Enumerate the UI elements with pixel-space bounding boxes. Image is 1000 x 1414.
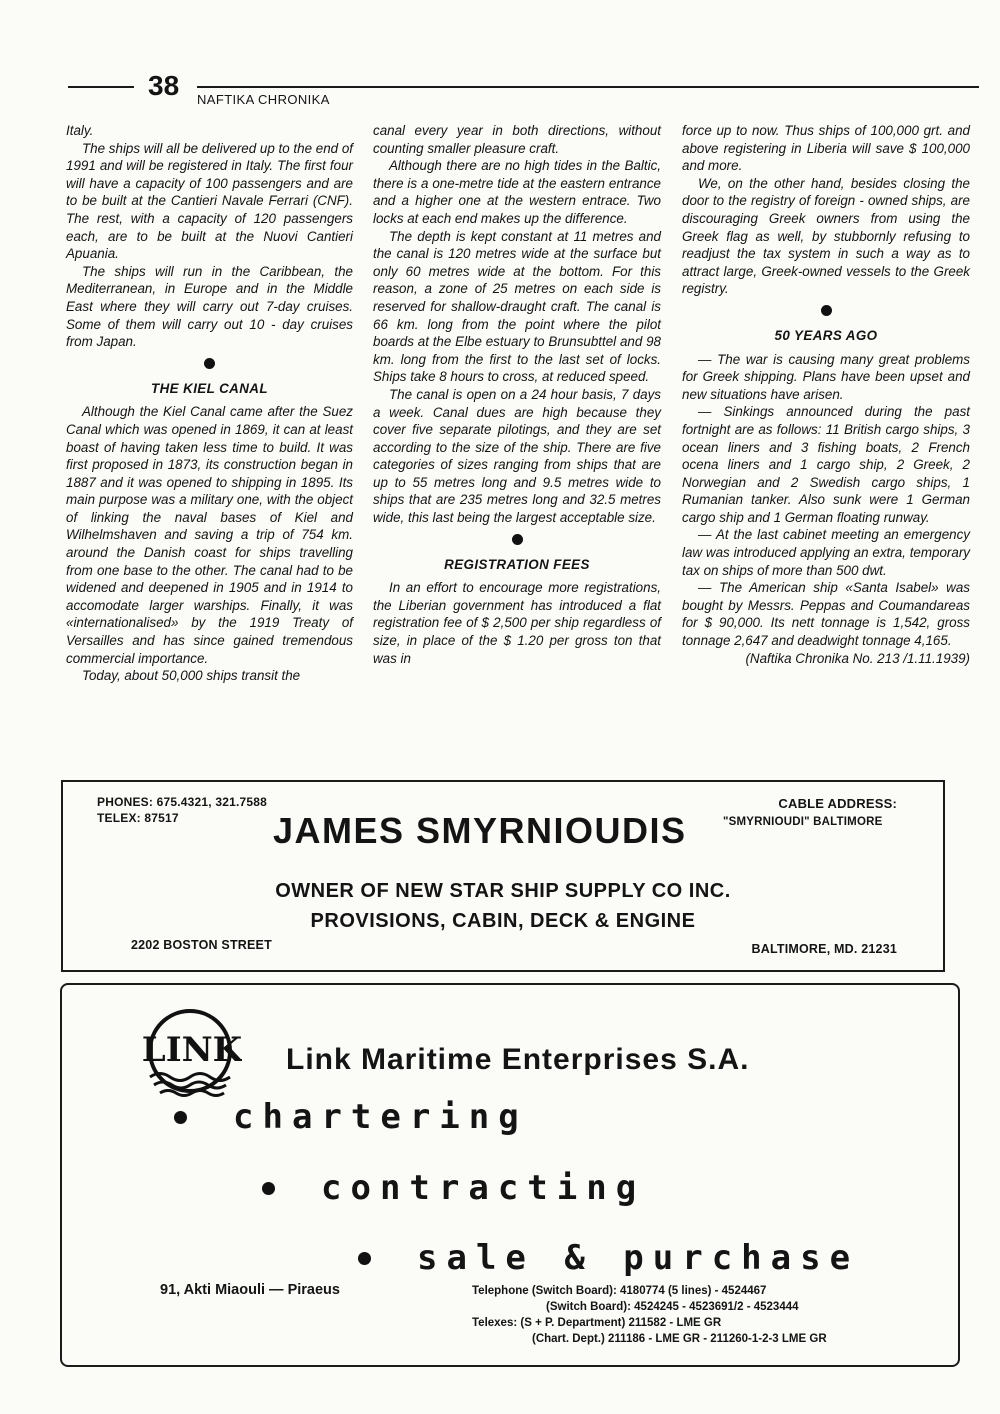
header-rule-left [68,86,134,88]
paragraph: Italy. [66,123,94,138]
city-address: BALTIMORE, MD. 21231 [751,942,897,956]
paragraph: Although there are no high tides in the Baltic, there is a one-metre tide at the eastern entrance and a higher one at the western entrace. Two locks at each end makes up the difference. [373,158,661,226]
service-contracting [262,1168,645,1208]
paragraph: force up to now. Thus ships of 100,000 grt. and above registering in Liberia will save $ 100,000 and more. [682,123,970,174]
service-label: chartering [233,1097,528,1137]
service-label: contracting [321,1168,646,1208]
paragraph: canal every year in both directions, without counting smaller pleasure craft. [373,123,661,156]
cable-address-label: CABLE ADDRESS: [778,796,897,811]
bullet-icon [358,1252,371,1265]
paragraph: The ships will all be delivered up to the end of 1991 and will be registered in Italy. The first four will have a capacity of 100 passengers and are to be built at the Cantieri Navale Ferrari (CNF). The rest, with a capacity of 120 passengers each, are to be built at the Nuovi Cantieri Apuania. [66,140,353,262]
paragraph: — Sinkings announced during the past fortnight are as follows: 11 British cargo ships, 3 ocean liners and 3 fishing boats, 2 French ocena liners and 1 cargo ship, 2 Greek, 2 Norwegian and 2 Swedish cargo ships, 1 Rumanian tanker. Also sunk were 1 German cargo ship and 1 German floating runway. [682,404,970,525]
service-chartering [174,1097,528,1137]
smyrnioudis-advertisement [61,780,945,972]
article-column-3 [682,122,970,667]
company-name: Link Maritime Enterprises S.A. [286,1043,750,1076]
company-owner-name: JAMES SMYRNIOUDIS [273,810,687,851]
section-heading: REGISTRATION FEES [444,556,590,572]
cable-address-value: "SMYRNIOUDI" BALTIMORE [723,816,883,828]
phones-line: PHONES: 675.4321, 321.7588 [97,795,267,809]
service-sale-purchase [358,1238,859,1278]
section-bullet [512,534,523,545]
bullet-icon [174,1111,187,1124]
telephone-line-1: Telephone (Switch Board): 4180774 (5 lines) - 4524467 [472,1285,767,1297]
paragraph: — At the last cabinet meeting an emergency law was introduced applying an extra, temporary tax on ships of more than 500 dwt. [682,527,970,578]
telex-line-2: (Chart. Dept.) 211186 - LME GR - 211260-1-2-3 LME GR [532,1333,827,1345]
link-logo-text: LINK [142,1030,242,1070]
owner-line: OWNER OF NEW STAR SHIP SUPPLY CO INC. [275,880,731,902]
telex-line: TELEX: 87517 [97,811,179,825]
company-address: 91, Akti Miaouli — Piraeus [160,1282,340,1298]
section-bullet [204,358,215,369]
telephone-line-2: (Switch Board): 4524245 - 4523691/2 - 4523444 [546,1301,799,1313]
paragraph: The ships will run in the Caribbean, the Mediterranean, in Europe and in the Middle East where they will carry out 7-day cruises. Some of them will carry out 10 - day cruises from Japan. [66,263,353,350]
provisions-line: PROVISIONS, CABIN, DECK & ENGINE [310,910,696,932]
paragraph: Although the Kiel Canal came after the Suez Canal which was opened in 1869, it can at least boast of having taken less time to build. It was first proposed in 1873, its construction began in 1887 and it was opened to shipping in 1895. Its main purpose was a military one, with the object of linking the naval bases of Kiel and Wilhelmshaven and saving a trip of 754 km. around the Danish coast for ships travelling from one base to the other. The canal had to be widened and deepened in 1905 and in 1914 to accomodate larger warships. Finally, it was «internationalised» by the 1919 Treaty of Versailles and has since gained tremendous commercial importance. [66,404,353,666]
paragraph: — The war is causing many great problems for Greek shipping. Plans have been upset and new situations have arisen. [682,351,970,402]
article-column-2 [373,122,661,667]
header-rule-right [197,86,979,88]
link-maritime-advertisement [60,983,960,1367]
paragraph: The canal is open on a 24 hour basis, 7 days a week. Canal dues are high because they cover five separate pilotings, and they are set according to the size of the ship. There are five categories of sizes ranging from ships that are up to 55 metres long and 9.5 metres wide to ships that are 235 metres long and 32.5 metres wide, this last being the largest acceptable size. [373,386,661,526]
paragraph: The depth is kept constant at 11 metres and the canal is 120 metres wide at the surface but only 60 metres wide at the bottom. For this reason, a zone of 25 metres on each side is reserved for shallow-draught craft. The canal is 66 km. long from the point where the pilot boards at the Elbe estuary to Brunsubttel and 98 km. long from the first to the last set of locks. Ships take 8 hours to cross, at reduced speed. [373,228,661,385]
section-heading: 50 YEARS AGO [774,327,878,343]
article-column-1 [66,122,353,685]
paragraph: Today, about 50,000 ships transit the [82,668,301,684]
page-number: 38 [148,70,180,101]
paragraph: — The American ship «Santa Isabel» was bought by Messrs. Peppas and Coumandareas for $ 90,000. Its nett tonnage is 1,542, gross tonnage 2,647 and deadwight tonnage 4,165. [682,580,970,649]
section-bullet [821,305,832,316]
section-heading: THE KIEL CANAL [151,380,268,396]
service-label: sale & purchase [417,1238,860,1278]
paragraph: We, on the other hand, besides closing the door to the registry of foreign - owned ships, are discouraging Greek owners from using the Greek flag as well, by stubbornly refusing to readjust the tax system in such a way as to attract large, Greek-owned vessels to the Greek registry. [682,175,970,297]
source-citation: (Naftika Chronika No. 213 /1.11.1939) [745,650,970,666]
street-address: 2202 BOSTON STREET [131,938,272,952]
magazine-title: NAFTIKA CHRONIKA [197,92,330,107]
bullet-icon [262,1182,275,1195]
telex-line-1: Telexes: (S + P. Department) 211582 - LME GR [472,1317,722,1329]
paragraph: In an effort to encourage more registrations, the Liberian government has introduced a flat registration fee of $ 2,500 per ship regardless of size, in place of the $ 1.20 per gross ton that was in [373,580,661,666]
